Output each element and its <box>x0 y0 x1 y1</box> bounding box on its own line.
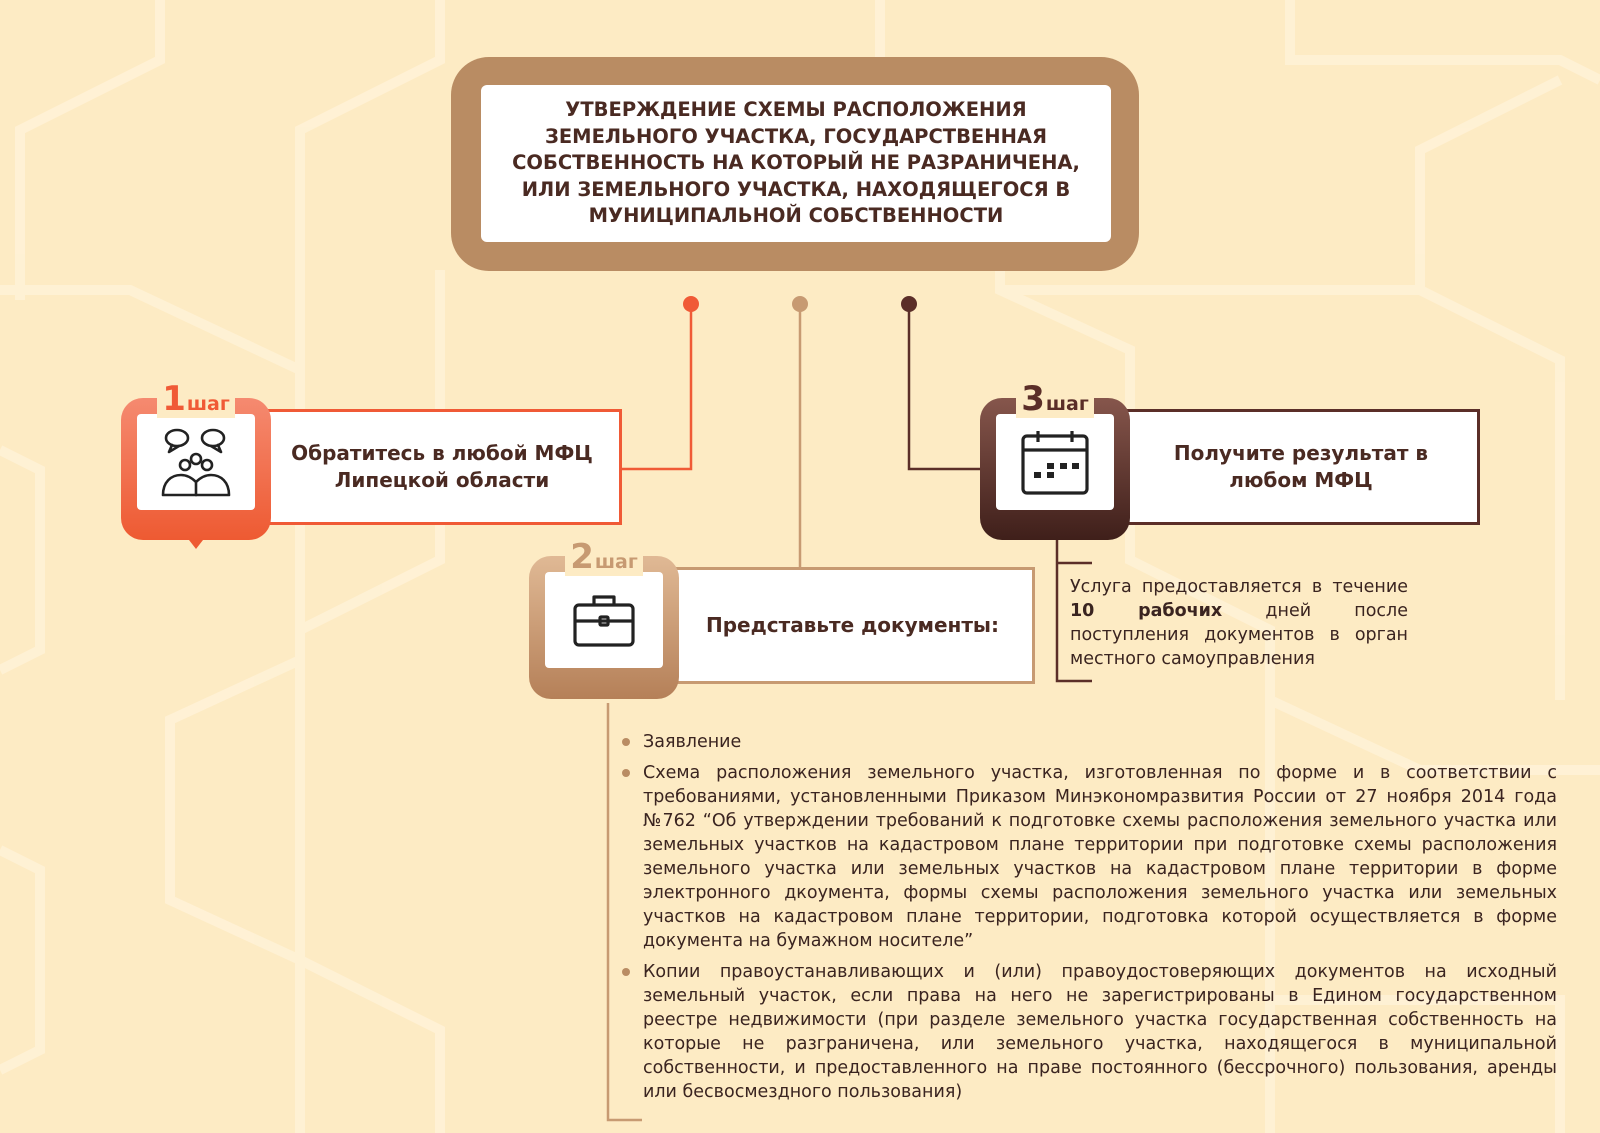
step-3-note-prefix: Услуга предоставляется в течение <box>1070 577 1408 597</box>
step-2-word: шаг <box>594 551 638 573</box>
step-3-badge <box>980 379 1130 540</box>
document-item-3: Копии правоустанавливающих и (или) правоудостоверяющих документов на исходный земельный участок, если права на него не зарегистрированы в Едином государственном реестре недвижимости (при разделе земельного участка государственная собственность на которые не разграничена, или земельного участка, находящегося в муниципальной собственности, и предоставленного на праве постоянного (бессрочного) пользования, аренды или бесвосмездного пользования) <box>622 960 1557 1104</box>
step-2-text: Представьте документы: <box>705 613 1000 637</box>
step-2-number: 2 <box>570 537 594 577</box>
step-3-note-suffix: дней после поступления документов в орган местного самоуправления <box>1070 601 1408 669</box>
step-2-box <box>673 567 1035 684</box>
step-1-box <box>265 409 622 525</box>
step-2-badge <box>529 537 679 699</box>
page-title: УТВЕРЖДЕНИЕ СХЕМЫ РАСПОЛОЖЕНИЯ ЗЕМЕЛЬНОГО УЧАСТКА, ГОСУДАРСТВЕННАЯ СОБСТВЕННОСТЬ НА КОТОРЫЙ НЕ РАЗРАНИЧЕНА, ИЛИ ЗЕМЕЛЬНОГО УЧАСТКА, НАХОДЯЩЕГОСЯ В МУНИЦИПАЛЬНОЙ СОБСТВЕННОСТИ <box>512 98 1080 228</box>
documents-list <box>622 730 1557 1111</box>
step-3-text: Получите результат в любом МФЦ <box>1173 441 1429 492</box>
step-3-box <box>1125 409 1480 525</box>
step-3-note <box>1070 575 1408 671</box>
step-3-number: 3 <box>1021 379 1045 419</box>
connector-step3 <box>909 304 980 469</box>
step-1-word: шаг <box>186 393 230 415</box>
connector-dot-step1 <box>683 296 699 312</box>
connector-dot-step2 <box>792 296 808 312</box>
briefcase-icon <box>572 591 636 649</box>
step-1-badge <box>121 379 271 540</box>
calendar-icon <box>1020 428 1090 496</box>
step-1-number: 1 <box>162 379 186 419</box>
document-item-2: Схема расположения земельного участка, изготовленная по форме и в соответствии с требованиями, установленными Приказом Минэкономразвития России от 27 ноября 2014 года №762 “Об утверждении требований к подготовке схемы расположения земельного участка или земельных участков на кадастровом плане территории при подготовке схемы расположения земельного участка или земельных участков на кадастровом плане территории в форме электронного дкоумента, формы схемы расположения земельного участка или земельных участков на кадастровом плане территории, подготовка которой осуществляется в форме документа на бумажном носителе” <box>622 761 1557 953</box>
document-item-1: Заявление <box>622 730 1557 754</box>
step-3-note-bold: 10 рабочих <box>1070 601 1223 621</box>
step-1-text: Обратитесь в любой МФЦ Липецкой области <box>291 441 593 492</box>
step-3-word: шаг <box>1045 393 1089 415</box>
people-chat-icon <box>159 427 233 497</box>
connector-step1 <box>622 304 691 469</box>
connector-dot-step3 <box>901 296 917 312</box>
